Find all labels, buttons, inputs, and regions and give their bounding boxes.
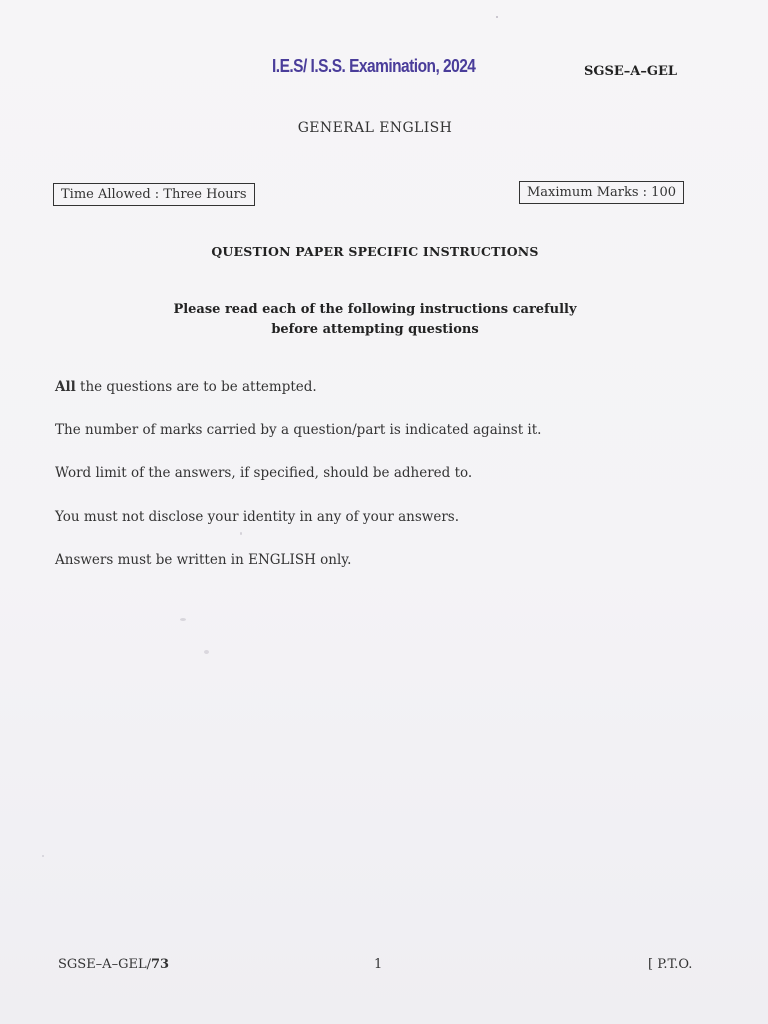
scan-speck <box>240 532 242 535</box>
instruction-item <box>55 552 351 568</box>
instruction-lead: All <box>55 379 76 395</box>
page-number: 1 <box>374 957 383 972</box>
read-note-line-1: Please read each of the following instructions carefully <box>173 302 577 317</box>
instruction-item <box>55 379 317 395</box>
instruction-text: The number of marks carried by a question/part is indicated against it. <box>55 422 542 438</box>
exam-stamp: I.E.S/ I.S.S. Examination, 2024 <box>272 56 476 76</box>
instruction-item <box>55 465 472 481</box>
scan-speck <box>180 618 186 621</box>
scan-speck <box>42 855 44 857</box>
maximum-marks-box: Maximum Marks : 100 <box>519 181 684 204</box>
footer-paper-code <box>58 957 169 972</box>
instructions-heading: QUESTION PAPER SPECIFIC INSTRUCTIONS <box>211 244 539 259</box>
instruction-text: Answers must be written in ENGLISH only. <box>55 552 352 568</box>
instruction-text: You must not disclose your identity in any of your answers. <box>55 509 460 525</box>
subject-title: GENERAL ENGLISH <box>297 120 453 136</box>
please-turn-over: [ P.T.O. <box>648 957 693 972</box>
scan-speck <box>496 16 498 18</box>
footer-code-number: 73 <box>150 957 170 972</box>
scan-speck <box>204 650 209 654</box>
read-note-line-2: before attempting questions <box>271 322 479 337</box>
instruction-item <box>55 509 459 525</box>
footer-code-text: SGSE–A–GEL/ <box>58 957 151 972</box>
paper-code: SGSE–A–GEL <box>584 64 678 79</box>
instruction-item <box>55 422 541 438</box>
time-allowed-box: Time Allowed : Three Hours <box>53 183 255 206</box>
instruction-text: Word limit of the answers, if specified, should be adhered to. <box>55 465 473 481</box>
instruction-text: the questions are to be attempted. <box>75 379 317 395</box>
read-carefully-note <box>0 300 750 340</box>
